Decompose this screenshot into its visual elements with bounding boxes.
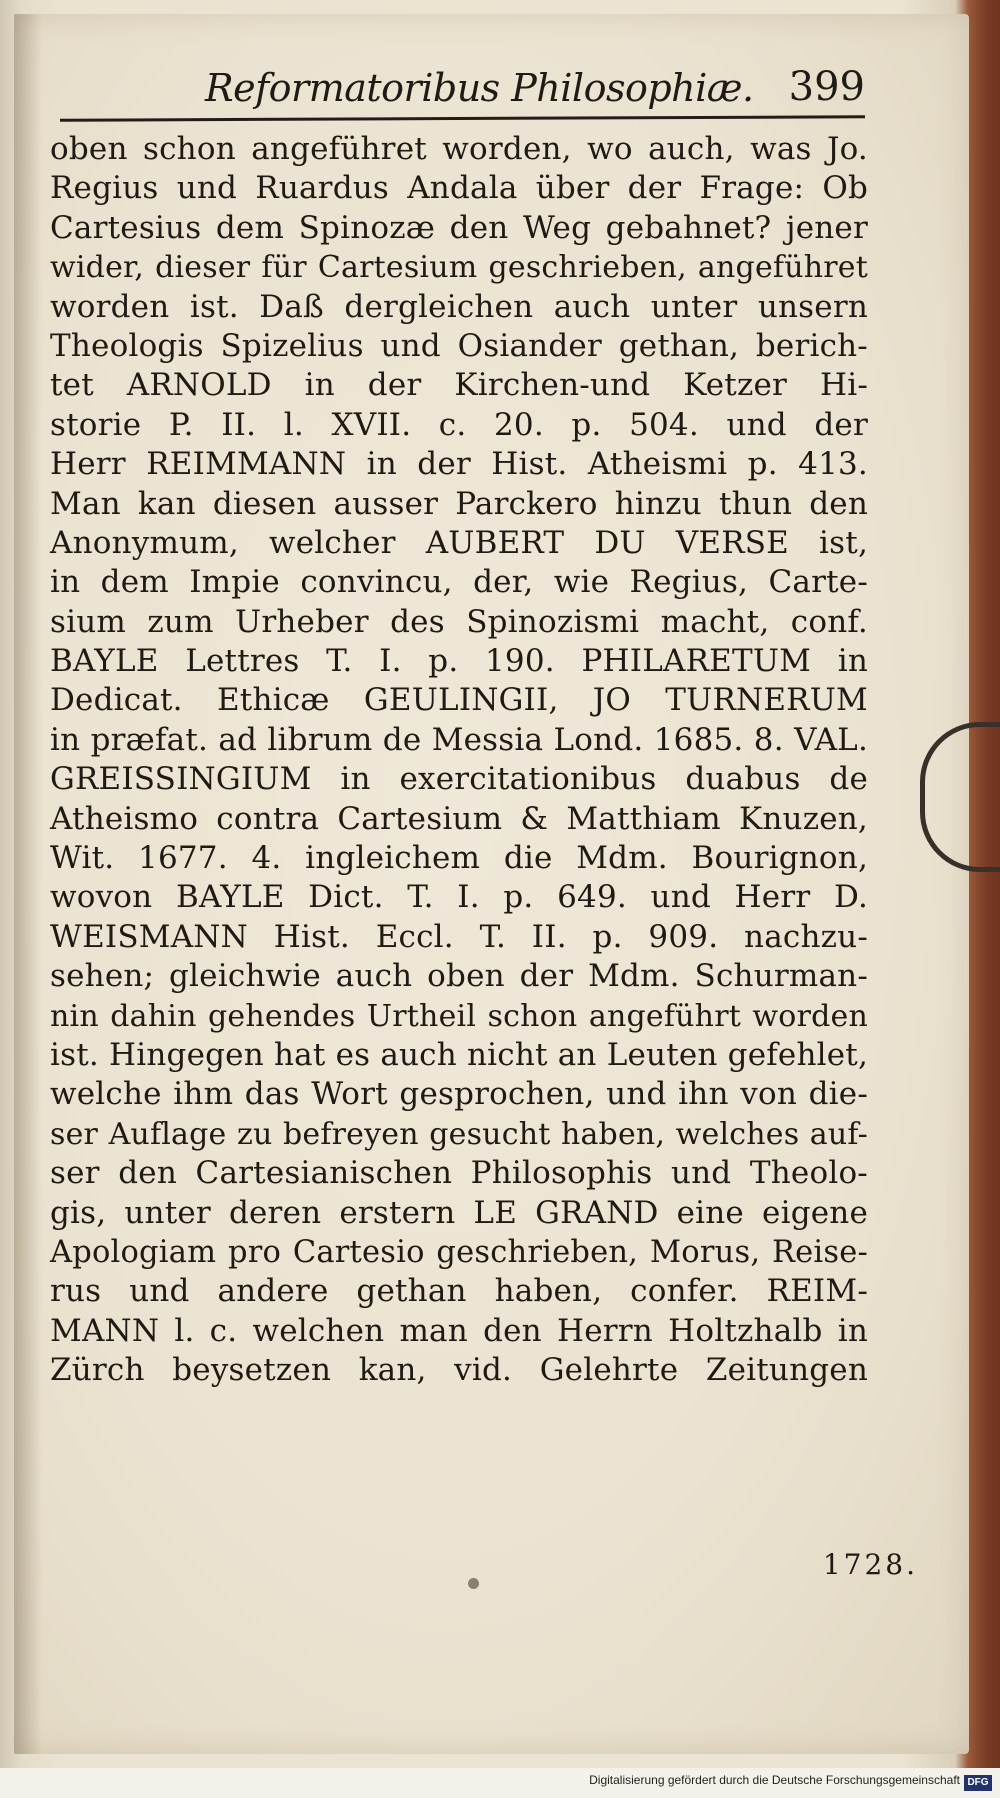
text-line: Zürch beysetzen kan, vid. Gelehrte Zeitungen [50, 1352, 868, 1389]
ink-dot [468, 1578, 479, 1589]
text-line: ser Auflage zu befreyen gesucht haben, welches auf- [50, 1116, 868, 1152]
running-head [205, 62, 865, 122]
text-line: nin dahin gehendes Urtheil schon angeführt worden [50, 998, 868, 1034]
text-line: Atheismo contra Cartesium & Matthiam Knuzen, [50, 800, 868, 837]
text-line: wider, dieser für Cartesium geschrieben, angeführet [50, 250, 868, 286]
text-line: ist. Hingegen hat es auch nicht an Leuten gefehlet, [50, 1036, 868, 1073]
text-line: Man kan diesen ausser Parckero hinzu thun den [50, 485, 868, 522]
running-head-title: Reformatoribus Philosophiæ. [205, 66, 754, 110]
text-line: Apologiam pro Cartesio geschrieben, Morus, Reise- [50, 1234, 868, 1270]
text-line: Cartesius dem Spinozæ den Weg gebahnet? jener [50, 209, 868, 246]
text-line: oben schon angeführet worden, wo auch, was Jo. [50, 131, 868, 167]
text-line: in dem Impie convincu, der, wie Regius, Carte- [50, 564, 868, 601]
text-line: rus und andere gethan haben, confer. REIM- [50, 1273, 868, 1310]
catchword: 1728. [822, 1548, 918, 1581]
text-line: tet ARNOLD in der Kirchen-und Ketzer Hi- [50, 367, 868, 404]
text-line: storie P. II. l. XVII. c. 20. p. 504. und der [50, 406, 868, 443]
text-line: wovon BAYLE Dict. T. I. p. 649. und Herr D. [50, 879, 868, 916]
text-line: GREISSINGIUM in exercitationibus duabus de [50, 761, 868, 798]
text-line: WEISMANN Hist. Eccl. T. II. p. 909. nachzu- [50, 918, 868, 955]
text-line: Wit. 1677. 4. ingleichem die Mdm. Bourignon, [50, 840, 868, 877]
text-line: BAYLE Lettres T. I. p. 190. PHILARETUM in [50, 643, 868, 680]
text-line: MANN l. c. welchen man den Herrn Holtzhalb in [50, 1312, 868, 1349]
page-number: 399 [788, 64, 865, 110]
dfg-logo: DFG [964, 1775, 992, 1791]
text-line: Anonymum, welcher AUBERT DU VERSE ist, [50, 524, 868, 561]
text-line: Theologis Spizelius und Osiander gethan, berich- [50, 327, 868, 364]
footer-credit-text: Digitalisierung gefördert durch die Deutsche Forschungsgemeinschaft [589, 1773, 960, 1787]
text-line: in præfat. ad librum de Messia Lond. 1685. 8. VAL. [50, 721, 868, 758]
text-line: sium zum Urheber des Spinozismi macht, conf. [50, 603, 868, 640]
text-line: gis, unter deren erstern LE GRAND eine eigene [50, 1194, 868, 1231]
text-line: Dedicat. Ethicæ GEULINGII, JO TURNERUM [50, 682, 868, 719]
body-text [50, 130, 868, 1391]
text-line: welche ihm das Wort gesprochen, und ihn von die- [50, 1076, 868, 1113]
digitization-footer [0, 1768, 1000, 1798]
text-line: sehen; gleichwie auch oben der Mdm. Schurman- [50, 958, 868, 995]
text-line: ser den Cartesianischen Philosophis und Theolo- [50, 1155, 868, 1192]
text-line: Herr REIMMANN in der Hist. Atheismi p. 413. [50, 446, 868, 483]
gutter-shadow [14, 14, 42, 1754]
text-line: worden ist. Daß dergleichen auch unter unsern [50, 288, 868, 325]
text-line: Regius und Ruardus Andala über der Frage: Ob [50, 170, 868, 207]
